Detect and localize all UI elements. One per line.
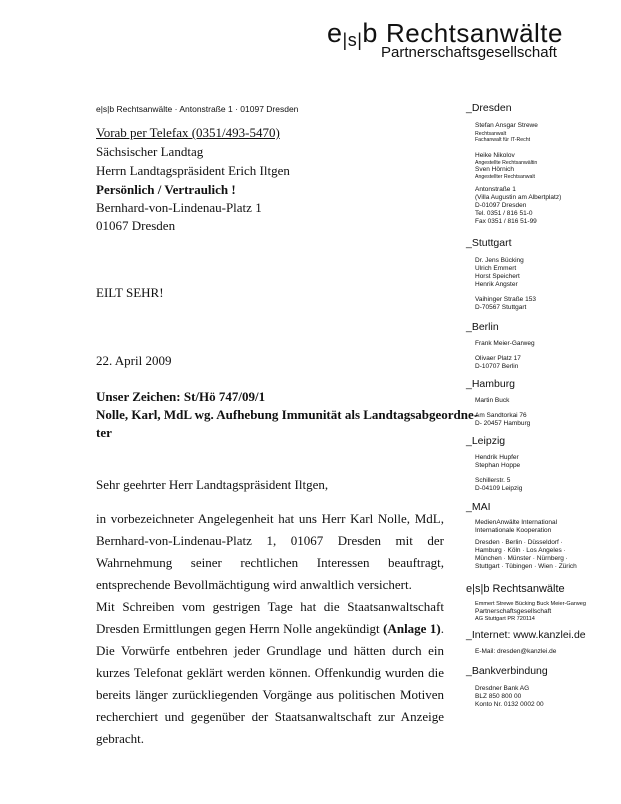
sidebar-stuttgart-name: Horst Speichert [475,273,520,280]
paragraph-1: in vorbezeichneter Angelegenheit hat uns Herr Karl Nolle, MdL, Bernhard-von-Lindenau-Platz 1, 01067 Dresden mit der Wahrnehmung seiner rechtlichen Interessen beauftragt, entsprechende Bevollmächtigung wird anwaltlich versichert. [96,511,444,592]
sidebar-dresden-name: Heike Nikolov [475,152,515,159]
sidebar-leipzig-address: D-04109 Leipzig [475,485,523,492]
sender-return-address: e|s|b Rechtsanwälte · Antonstraße 1 · 01097 Dresden [96,104,299,114]
sidebar-dresden-name: Sven Hörnich [475,166,515,173]
fax-line: Vorab per Telefax (0351/493-5470) [96,125,280,140]
sidebar-dresden-phone: Tel. 0351 / 816 51-0 [475,210,533,217]
sidebar-mai-line: Stuttgart · Tübingen · Wien · Zürich [475,563,577,570]
sidebar-internet: _Internet: www.kanzlei.de [466,629,586,641]
sidebar-heading-bank: _Bankverbindung [466,665,548,677]
sidebar-heading-berlin: _Berlin [466,321,499,333]
sidebar-stuttgart-address: D-70567 Stuttgart [475,304,527,311]
sidebar-leipzig-address: Schillerstr. 5 [475,477,511,484]
sidebar-mai-line: Internationale Kooperation [475,527,552,534]
sidebar-berlin-name: Frank Meier-Garweg [475,340,535,347]
sidebar-bank-line: Dresdner Bank AG [475,685,530,692]
sidebar-dresden-fax: Fax 0351 / 816 51-99 [475,218,537,225]
sidebar-heading-mai: _MAI [466,501,491,513]
sidebar-leipzig-name: Hendrik Hupfer [475,454,519,461]
recipient-line-1: Sächsischer Landtag [96,144,204,159]
sidebar-berlin-address: D-10707 Berlin [475,363,519,370]
sidebar-heading-hamburg: _Hamburg [466,378,516,390]
reference-line: Unser Zeichen: St/Hö 747/09/1 [96,389,266,404]
sidebar-dresden-address: (Villa Augustin am Albertplatz) [475,194,562,201]
sidebar-heading-leipzig: _Leipzig [466,435,506,447]
sidebar-mai-line: MedienAnwälte International [475,519,558,526]
paragraph-2: Mit Schreiben vom gestrigen Tage hat die Staatsanwaltschaft Dresden Ermittlungen gegen Herrn Nolle angekündigt (Anlage 1). Die Vorwürfe entbehren jeder Grundlage und hätten durch ein kurzes Telefonat geklärt werden können. Offenkundig wurden die bereits länger zurückliegenden Vorgänge aus politischen Motiven recherchiert und gegenüber der Staatsanwaltschaft zur Anzeige gebracht. [96,599,444,746]
letter-date: 22. April 2009 [96,353,172,368]
sidebar-mai-line: Dresden · Berlin · Düsseldorf · [475,539,563,546]
sidebar-bank-line: Konto Nr. 0132 0002 00 [475,701,544,708]
sidebar-dresden-title: Rechtsanwalt [475,131,507,137]
sidebar-stuttgart-name: Ulrich Emmert [475,265,517,272]
sidebar-dresden-address: Antonstraße 1 [475,186,516,193]
sidebar-leipzig-name: Stephan Hoppe [475,462,521,469]
sidebar-dresden-name: Stefan Ansgar Strewe [475,122,538,129]
sidebar-mai-line: München · Münster · Nürnberg · [475,555,568,562]
sidebar-hamburg-address: D- 20457 Hamburg [475,420,531,427]
sidebar-esb-logo: e|s|b Rechtsanwälte [466,583,565,595]
recipient-line-3: Persönlich / Vertraulich ! [96,182,236,197]
sidebar-email: E-Mail: dresden@kanzlei.de [475,648,557,655]
urgent-notice: EILT SEHR! [96,285,164,300]
sidebar-dresden-address: D-01097 Dresden [475,202,527,209]
subject-line-2: ter [96,425,112,440]
sidebar-dresden-title: Angestellter Rechtsanwalt [475,174,535,180]
sidebar-hamburg-address: Am Sandtorkai 76 [475,412,527,419]
recipient-line-4: Bernhard-von-Lindenau-Platz 1 [96,200,262,215]
recipient-line-5: 01067 Dresden [96,218,176,233]
sidebar-stuttgart-name: Henrik Angster [475,281,518,288]
sidebar-dresden-title: Angestellte Rechtsanwältin [475,160,538,166]
sidebar-mai-line: Hamburg · Köln · Los Angeles · [475,547,566,554]
salutation: Sehr geehrter Herr Landtagspräsident Iltgen, [96,477,329,492]
subject-line-1: Nolle, Karl, MdL wg. Aufhebung Immunität als Landtagsabgeordne- [96,407,479,422]
sidebar-hamburg-name: Martin Buck [475,397,510,404]
sidebar-heading-dresden: _Dresden [466,102,512,114]
firm-subtitle: Partnerschaftsgesellschaft [381,44,557,61]
sidebar-stuttgart-address: Vaihinger Straße 153 [475,296,536,303]
sidebar-berlin-address: Olivaer Platz 17 [475,355,521,362]
sidebar-bank-line: BLZ 850 800 00 [475,693,522,700]
sidebar-esb-line: Emmert Strewe Bücking Buck Meier-Garweg [475,601,586,607]
sidebar-stuttgart-name: Dr. Jens Bücking [475,257,524,264]
sidebar-heading-stuttgart: _Stuttgart [466,237,512,249]
firm-name: Rechtsanwälte [385,18,563,48]
recipient-line-2: Herrn Landtagspräsident Erich Iltgen [96,163,290,178]
letterhead-logo: $e_{|s|}b$ Rechtsanwälte [327,18,563,50]
sidebar-esb-line: Partnerschaftsgesellschaft [475,608,552,615]
sidebar-dresden-title: Fachanwalt für IT-Recht [475,137,531,143]
sidebar-esb-line: AG Stuttgart PR 720114 [475,616,535,622]
